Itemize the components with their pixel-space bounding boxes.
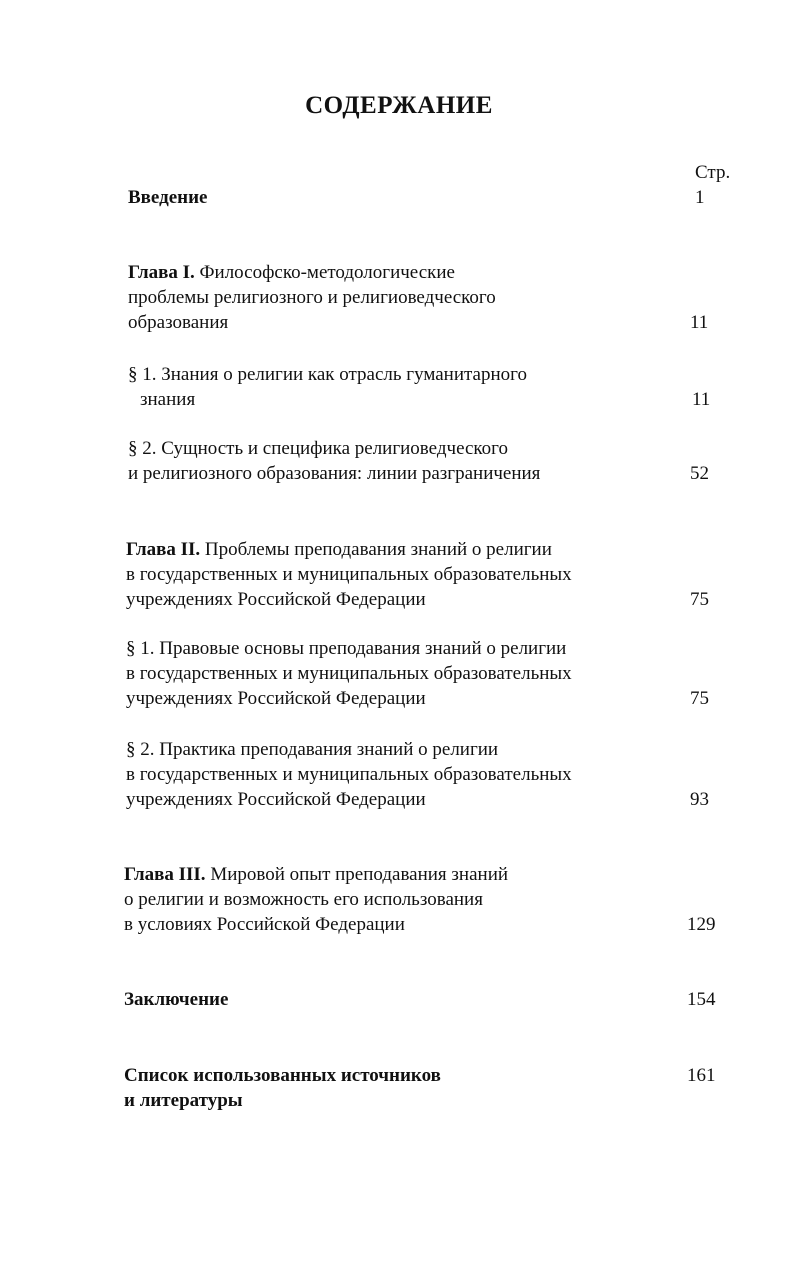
toc-entry-chapter-3[interactable] bbox=[124, 862, 508, 937]
toc-page-number: 75 bbox=[690, 589, 709, 610]
toc-entry-title: Заключение bbox=[124, 989, 229, 1010]
toc-page-number: 11 bbox=[692, 389, 711, 410]
toc-entry-chapter-1[interactable] bbox=[128, 260, 496, 335]
toc-entry-title-line: § 1. Правовые основы преподавания знаний о религии bbox=[126, 638, 567, 659]
toc-entry-title-line: и литературы bbox=[124, 1090, 243, 1111]
toc-entry-title-line: учреждениях Российской Федерации bbox=[126, 589, 426, 610]
page-title: СОДЕРЖАНИЕ bbox=[305, 92, 493, 119]
toc-entry-title-line: Мировой опыт преподавания знаний bbox=[210, 864, 509, 885]
toc-entry-title-line: о религии и возможность его использования bbox=[124, 889, 483, 910]
toc-entry-introduction[interactable] bbox=[128, 185, 208, 210]
toc-page-number: 154 bbox=[687, 989, 716, 1010]
toc-entry-title-line: в условиях Российской Федерации bbox=[124, 914, 405, 935]
toc-entry-title-line: § 2. Сущность и специфика религиоведческого bbox=[128, 438, 508, 459]
toc-page-number: 129 bbox=[687, 914, 716, 935]
toc-entry-title-line: учреждениях Российской Федерации bbox=[126, 789, 426, 810]
toc-entry-section-2-1[interactable] bbox=[126, 636, 572, 711]
toc-entry-section-2-2[interactable] bbox=[126, 737, 572, 812]
toc-entry-chapter-2[interactable] bbox=[126, 537, 572, 612]
toc-entry-title-line: § 2. Практика преподавания знаний о религии bbox=[126, 739, 499, 760]
toc-page-number: 161 bbox=[687, 1065, 716, 1086]
chapter-label: Глава I. bbox=[128, 262, 195, 283]
toc-entry-title-line: Философско-методологические bbox=[199, 262, 455, 283]
toc-entry-title-line: знания bbox=[140, 389, 196, 410]
toc-entry-title-line: образования bbox=[128, 312, 229, 333]
toc-entry-title-line: в государственных и муниципальных образовательных bbox=[126, 663, 572, 684]
toc-entry-title-line: в государственных и муниципальных образовательных bbox=[126, 564, 572, 585]
toc-entry-title-line: Список использованных источников bbox=[124, 1065, 441, 1086]
chapter-label: Глава III. bbox=[124, 864, 206, 885]
toc-page-number: 93 bbox=[690, 789, 709, 810]
toc-entry-title-line: и религиозного образования: линии разграничения bbox=[128, 463, 541, 484]
toc-entry-title: Введение bbox=[128, 187, 208, 208]
toc-page-number: 52 bbox=[690, 463, 709, 484]
toc-entry-bibliography[interactable] bbox=[124, 1063, 441, 1113]
toc-entry-title-line: § 1. Знания о религии как отрасль гуманитарного bbox=[128, 364, 527, 385]
page-column-header: Стр. bbox=[695, 162, 731, 183]
toc-entry-title-line: проблемы религиозного и религиоведческого bbox=[128, 287, 496, 308]
toc-entry-title-line: Проблемы преподавания знаний о религии bbox=[204, 539, 552, 560]
toc-entry-title-line: учреждениях Российской Федерации bbox=[126, 688, 426, 709]
toc-page-number: 11 bbox=[690, 312, 709, 333]
toc-entry-conclusion[interactable] bbox=[124, 987, 228, 1012]
toc-entry-section-1-2[interactable] bbox=[128, 436, 540, 486]
toc-page-number: 75 bbox=[690, 688, 709, 709]
toc-entry-title-line: в государственных и муниципальных образовательных bbox=[126, 764, 572, 785]
toc-entry-section-1-1[interactable] bbox=[128, 362, 527, 412]
toc-page-number: 1 bbox=[695, 187, 705, 208]
chapter-label: Глава II. bbox=[126, 539, 201, 560]
